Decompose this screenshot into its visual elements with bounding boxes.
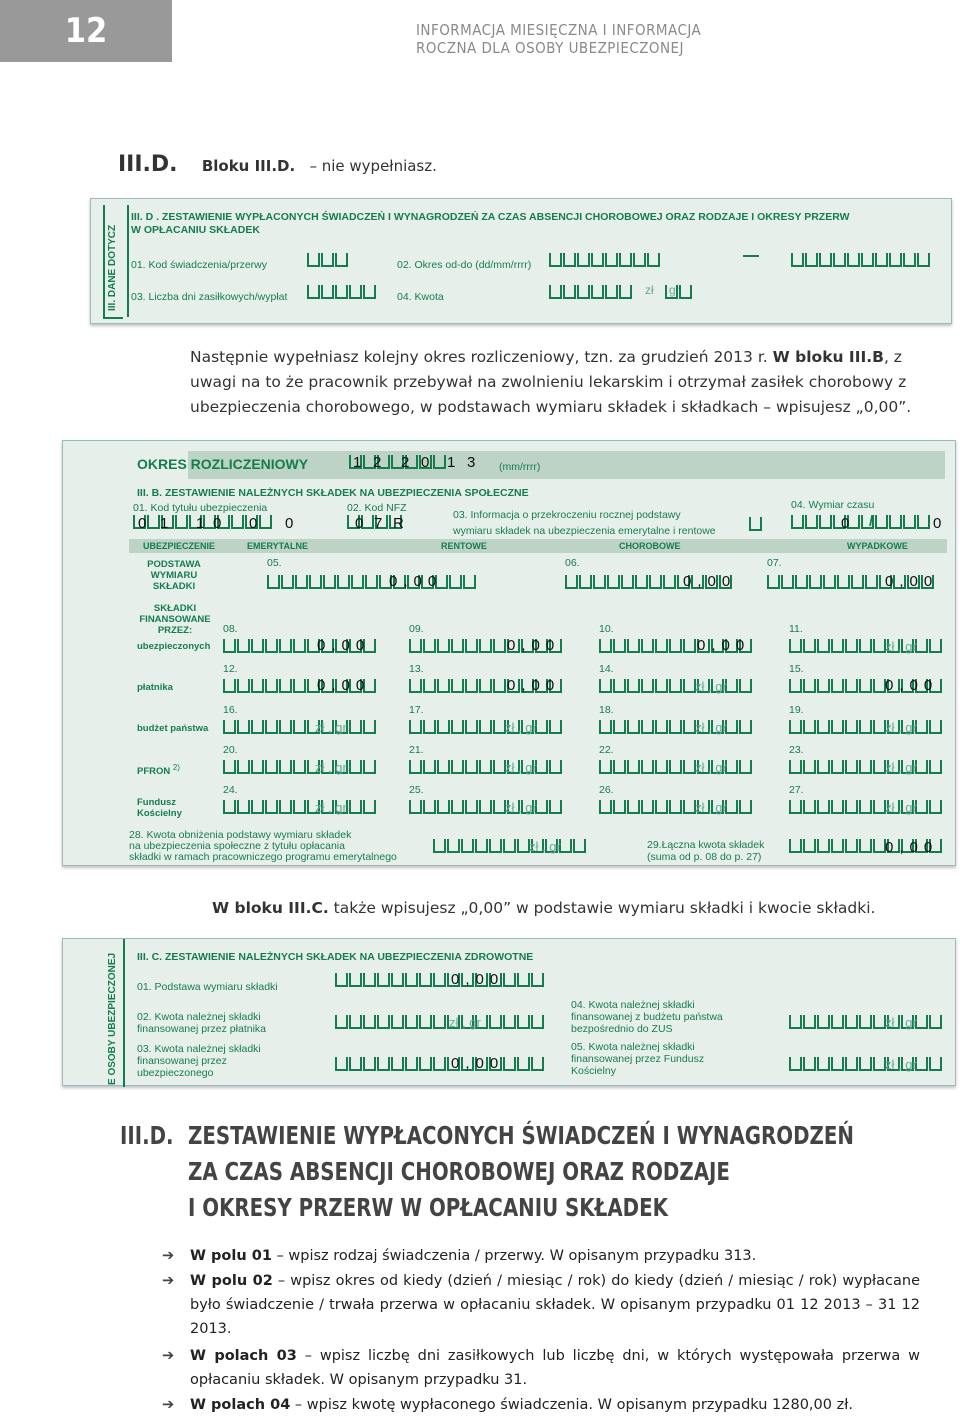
okres-d4: 1 <box>447 454 456 471</box>
form-iii-d <box>90 198 952 324</box>
gr-c05: gr <box>905 1057 917 1072</box>
zlgr-23: zł , gr <box>885 760 917 775</box>
num-23: 23. <box>789 744 804 756</box>
zlgr-28: zł , gr <box>529 839 561 854</box>
bullet-1 <box>162 1244 920 1268</box>
num-14: 14. <box>599 663 614 675</box>
zlgr-21: zł , gr <box>505 760 537 775</box>
gr-c04: gr <box>905 1015 917 1030</box>
zl-c04: zł <box>885 1015 895 1030</box>
zlgr-22: zł , gr <box>695 760 727 775</box>
zl-19: zł <box>885 720 895 735</box>
section-line1: ZESTAWIENIE WYPŁACONYCH ŚWIADCZEŃ I WYNAGRODZEŃ <box>188 1121 854 1150</box>
podstawa-emerytalne-val: 0,00 <box>389 573 443 590</box>
form-c-f01-boxes[interactable] <box>335 973 545 987</box>
val-12: 0,00 <box>317 677 371 694</box>
form-c-f03c: ubezpieczonego <box>137 1067 214 1079</box>
cell-28[interactable] <box>433 839 587 853</box>
form-d-field-02-from[interactable] <box>549 253 661 267</box>
cell-25[interactable] <box>409 800 563 814</box>
gr-23: gr <box>905 760 917 775</box>
okres-label: OKRES ROZLICZENIOWY <box>137 456 309 472</box>
bullet-4 <box>162 1393 920 1417</box>
gr-11: gr <box>905 639 917 654</box>
form-c-f05b: finansowanej przez Fundusz <box>571 1053 705 1065</box>
zl-26: zł <box>695 800 705 815</box>
cell-26[interactable] <box>599 800 753 814</box>
num-06: 06. <box>565 557 580 569</box>
form-b-f01-d5: 0 <box>285 515 294 532</box>
paragraph-2 <box>212 896 932 921</box>
page-header: INFORMACJA MIESIĘCZNA I INFORMACJA ROCZNA DLA OSOBY UBEZPIECZONEJ <box>416 21 702 57</box>
okres-d2: 2 <box>401 454 410 471</box>
gr-27: gr <box>905 800 917 815</box>
para1-bold: W bloku III.B <box>772 348 884 366</box>
form-d-field-04-gr[interactable] <box>665 285 693 299</box>
zlgr-c02: zł , gr <box>449 1015 481 1030</box>
num-15: 15. <box>789 663 804 675</box>
form-b-title: III. B. ZESTAWIENIE NALEŻNYCH SKŁADEK NA UBEZPIECZENIA SPOŁECZNE <box>137 487 529 499</box>
form-d-field-01-boxes[interactable] <box>307 253 349 267</box>
form-c-f04c: bezpośrednio do ZUS <box>571 1023 673 1035</box>
form-b-f01-d1: 1 <box>160 515 169 532</box>
form-d-side-label: III. DANE DOTYCZ <box>107 224 118 311</box>
zlgr-27: zł , gr <box>885 800 917 815</box>
gr-25: gr <box>525 800 537 815</box>
form-b-f01: 01. Kod tytułu ubezpieczenia <box>133 502 268 514</box>
form-b-f01-d0: 0 <box>138 515 147 532</box>
gr-17: gr <box>525 720 537 735</box>
form-c-f01: 01. Podstawa wymiaru składki <box>137 981 278 993</box>
gr-18: gr <box>715 720 727 735</box>
num-27: 27. <box>789 784 804 796</box>
zl-c05: zł <box>885 1057 895 1072</box>
bullet-2-text: – wpisz okres od kiedy (dzień / miesiąc / rok) do kiedy (dzień / miesiąc / rok) wypłacane było świadczenie / trwała przerwa w opłacaniu składek. W opisanym przypadku 01 12 2013 – 31 12 2013. <box>190 1273 921 1337</box>
okres-fmt: (mm/rrrr) <box>499 461 541 473</box>
form-b-f01-d2: 1 <box>196 515 205 532</box>
zlgr-18: zł , gr <box>695 720 727 735</box>
form-d-zl: zł <box>645 283 654 297</box>
form-d-title: III. D . ZESTAWIENIE WYPŁACONYCH ŚWIADCZEŃ I WYNAGRODZEŃ ZA CZAS ABSENCJI CHOROBOWEJ ORAZ RODZAJE I OKRESY PRZERW <box>131 211 850 223</box>
podstawa-chorobowe-val: 0,00 <box>683 573 737 590</box>
row-pfron-label: PFRON <box>137 766 171 778</box>
val-10: 0,00 <box>697 637 751 654</box>
zl-22: zł <box>695 760 705 775</box>
bullet-4-text: – wpisz kwotę wypłaconego świadczenia. W opisanym przypadku 1280,00 zł. <box>290 1397 853 1413</box>
form-d-gr: gr <box>669 283 680 297</box>
podstawa-emerytalne-boxes[interactable] <box>267 575 477 589</box>
form-c-f03a: 03. Kwota należnej składki <box>137 1043 261 1055</box>
row-pfron <box>137 763 180 777</box>
gr-28: gr <box>549 839 561 854</box>
zl-c02: zł <box>449 1015 459 1030</box>
num-21: 21. <box>409 744 424 756</box>
col-rentowe: RENTOWE <box>441 541 487 551</box>
zlgr-14: zł , gr <box>695 679 727 694</box>
num-19: 19. <box>789 704 804 716</box>
zlgr-c04: zł , gr <box>885 1015 917 1030</box>
num-18: 18. <box>599 704 614 716</box>
zlgr-24: zł , gr <box>315 800 347 815</box>
okres-d3: 0 <box>421 454 430 471</box>
para1-text2: , z uwagi na to że pracownik przebywał na zwolnieniu lekarskim i otrzymał zasiłek chorobowy z ubezpieczenia chorobowego, w podstawach wymiaru składek i składkach – wpisujesz „0,00”. <box>190 348 912 416</box>
gr-14: gr <box>715 679 727 694</box>
val-09: 0,00 <box>507 637 561 654</box>
f28c: składki w ramach pracowniczego programu emerytalnego <box>129 851 397 863</box>
bullet-1-bold: W polu 01 <box>190 1248 272 1264</box>
gr-20: gr <box>335 760 347 775</box>
form-c-f04-boxes[interactable] <box>789 1015 943 1029</box>
label-podstawa: PODSTAWA WYMIARU SKŁADKI <box>147 559 201 592</box>
okres-d1: 2 <box>373 454 382 471</box>
arrow-icon: ➔ <box>162 1397 175 1413</box>
section-line3: I OKRESY PRZERW W OPŁACANIU SKŁADEK <box>188 1193 668 1222</box>
zlgr-16: zł , gr <box>315 720 347 735</box>
zl-11: zł <box>885 639 895 654</box>
zl-17: zł <box>505 720 515 735</box>
zlgr-25: zł , gr <box>505 800 537 815</box>
cell-27[interactable] <box>789 800 943 814</box>
podstawa-wypadkowe-val: 0,00 <box>885 573 939 590</box>
arrow-icon: ➔ <box>162 1348 175 1364</box>
form-d-field-02-to[interactable] <box>791 253 931 267</box>
row-pfron-sup: 2) <box>172 763 180 772</box>
cell-20[interactable] <box>223 760 377 774</box>
val-13: 0,00 <box>507 677 561 694</box>
form-c-f05c: Kościelny <box>571 1065 616 1077</box>
zl-23: zł <box>885 760 895 775</box>
form-d-field-02: 02. Okres od-do (dd/mm/rrrr) <box>397 259 532 271</box>
form-b-f03a: 03. Informacja o przekroczeniu rocznej podstawy <box>453 509 681 521</box>
num-16: 16. <box>223 704 238 716</box>
num-13: 13. <box>409 663 424 675</box>
form-c-side-label: E OSOBY UBEZPIECZONEJ <box>107 952 118 1085</box>
zl-16: zł <box>315 720 325 735</box>
form-c-f03-boxes[interactable] <box>335 1057 545 1071</box>
okres-d5: 3 <box>467 454 476 471</box>
form-b-f02-d2: R <box>393 515 404 532</box>
form-d-field-01: 01. Kod świadczenia/przerwy <box>131 259 267 271</box>
cell-17[interactable] <box>409 720 563 734</box>
gr-21: gr <box>525 760 537 775</box>
page-number: 12 <box>0 0 172 62</box>
bullet-2 <box>162 1269 921 1341</box>
form-d-field-03: 03. Liczba dni zasiłkowych/wypłat <box>131 291 288 303</box>
bullet-3 <box>162 1344 920 1392</box>
form-b-f04-slash: / <box>869 513 874 530</box>
num-20: 20. <box>223 744 238 756</box>
intro-bold: Bloku III.D. <box>201 157 296 175</box>
form-c-f02a: 02. Kwota należnej składki <box>137 1011 261 1023</box>
label-skladki: SKŁADKI FINANSOWANE PRZEZ: <box>139 603 211 636</box>
gr-22: gr <box>715 760 727 775</box>
zl-28: zł <box>529 839 539 854</box>
form-b-f03b: wymiaru składek na ubezpieczenia emerytalne i rentowe <box>453 525 716 537</box>
f29b: (suma od p. 08 do p. 27) <box>647 851 762 863</box>
para2-rest: także wpisujesz „0,00” w podstawie wymiaru składki i kwocie składki. <box>328 899 876 917</box>
form-c-f01-val: 0,00 <box>451 971 505 988</box>
num-05: 05. <box>267 557 282 569</box>
num-26: 26. <box>599 784 614 796</box>
zl-25: zł <box>505 800 515 815</box>
form-c-f05-boxes[interactable] <box>789 1057 943 1071</box>
okres-d0: 1 <box>353 454 362 471</box>
form-b-f03-box[interactable] <box>749 517 763 531</box>
gr-24: gr <box>335 800 347 815</box>
zlgr-26: zł , gr <box>695 800 727 815</box>
row-platnika: płatnika <box>137 682 173 693</box>
zl-18: zł <box>695 720 705 735</box>
form-c-f04b: finansowanej z budżetu państwa <box>571 1011 723 1023</box>
form-b-f04-b: 0 <box>933 515 942 532</box>
form-d-field-04: 04. Kwota <box>397 291 444 303</box>
bullet-4-bold: W polach 04 <box>190 1397 291 1413</box>
cell-14[interactable] <box>599 679 753 693</box>
form-b-f02-d0: 0 <box>355 515 364 532</box>
f28a: 28. Kwota obniżenia podstawy wymiaru składek <box>129 829 352 841</box>
intro-rest: – nie wypełniasz. <box>309 157 437 175</box>
gr-16: gr <box>335 720 347 735</box>
zl-27: zł <box>885 800 895 815</box>
bullet-3-text: – wpisz liczbę dni zasiłkowych lub liczbę dni, w których występowała przerwa w opłacaniu składek. W opisanym przypadku 31. <box>190 1348 920 1388</box>
para1-text1: Następnie wypełniasz kolejny okres rozliczeniowy, tzn. za grudzień 2013 r. <box>190 348 768 366</box>
num-11: 11. <box>789 623 803 635</box>
bullet-2-bold: W polu 02 <box>190 1273 273 1289</box>
form-c-f04a: 04. Kwota należnej składki <box>571 999 695 1011</box>
arrow-icon: ➔ <box>162 1273 175 1289</box>
zlgr-c05: zł , gr <box>885 1057 917 1072</box>
gr-26: gr <box>715 800 727 815</box>
val-08: 0,00 <box>317 637 371 654</box>
paragraph-1 <box>190 345 930 420</box>
form-iii-b <box>62 440 956 866</box>
zl-20: zł <box>315 760 325 775</box>
bullet-3-bold: W polach 03 <box>190 1348 297 1364</box>
form-c-title: III. C. ZESTAWIENIE NALEŻNYCH SKŁADEK NA UBEZPIECZENIA ZDROWOTNE <box>137 951 534 963</box>
cell-11[interactable] <box>789 639 943 653</box>
form-c-f02-boxes[interactable] <box>335 1015 545 1029</box>
section-line2: ZA CZAS ABSENCJI CHOROBOWEJ ORAZ RODZAJE <box>188 1157 730 1186</box>
cell-18[interactable] <box>599 720 753 734</box>
num-22: 22. <box>599 744 614 756</box>
row-fundusz: Fundusz Kościelny <box>137 797 182 819</box>
num-25: 25. <box>409 784 424 796</box>
cell-21[interactable] <box>409 760 563 774</box>
row-ubezpieczonych: ubezpieczonych <box>137 641 211 652</box>
cell-23[interactable] <box>789 760 943 774</box>
f28b: na ubezpieczenia społeczne z tytułu opłacania <box>129 840 345 852</box>
num-07: 07. <box>767 557 782 569</box>
form-d-title2: W OPŁACANIU SKŁADEK <box>131 224 260 236</box>
zl-24: zł <box>315 800 325 815</box>
form-c-f05a: 05. Kwota należnej składki <box>571 1041 695 1053</box>
cell-16[interactable] <box>223 720 377 734</box>
form-b-f01-d4: 0 <box>249 515 258 532</box>
gr-c02: gr <box>469 1015 481 1030</box>
num-09: 09. <box>409 623 424 635</box>
cell-24[interactable] <box>223 800 377 814</box>
col-wypadkowe: WYPADKOWE <box>847 541 908 551</box>
form-c-f03-val: 0,00 <box>451 1055 505 1072</box>
form-b-f04: 04. Wymiar czasu <box>791 499 875 511</box>
num-10: 10. <box>599 623 614 635</box>
section-code: III.D. <box>120 1121 174 1150</box>
val-29: 0,00 <box>885 839 939 856</box>
val-15: 0,00 <box>885 677 939 694</box>
intro-code: III.D. <box>118 152 178 177</box>
form-b-f02-d1: 7 <box>374 515 383 532</box>
form-c-f02b: finansowanej przez płatnika <box>137 1023 266 1035</box>
col-chorobowe: CHOROBOWE <box>619 541 681 551</box>
zlgr-11: zł , gr <box>885 639 917 654</box>
okres-boxes[interactable] <box>349 455 447 469</box>
cell-19[interactable] <box>789 720 943 734</box>
form-d-field-04-boxes[interactable] <box>549 285 633 299</box>
num-08: 08. <box>223 623 238 635</box>
row-budzet: budżet państwa <box>137 723 209 734</box>
intro-line <box>118 152 437 177</box>
gr-19: gr <box>905 720 917 735</box>
f29a: 29.Łączna kwota składek <box>647 839 765 851</box>
zlgr-19: zł , gr <box>885 720 917 735</box>
form-b-f01-d3: 0 <box>213 515 222 532</box>
num-12: 12. <box>223 663 238 675</box>
form-b-f04-boxes[interactable] <box>791 515 931 529</box>
form-d-field-03-boxes[interactable] <box>307 285 377 299</box>
cell-22[interactable] <box>599 760 753 774</box>
form-b-f04-a: 0 <box>841 515 850 532</box>
num-24: 24. <box>223 784 238 796</box>
bullet-1-text: – wpisz rodzaj świadczenia / przerwy. W opisanym przypadku 313. <box>271 1248 757 1264</box>
col-emerytalne: EMERYTALNE <box>247 541 309 551</box>
zl-14: zł <box>695 679 705 694</box>
zl-21: zł <box>505 760 515 775</box>
para2-bold: W bloku III.C. <box>212 899 329 917</box>
zlgr-20: zł , gr <box>315 760 347 775</box>
arrow-icon: ➔ <box>162 1248 175 1264</box>
form-b-f02: 02. Kod NFZ <box>347 502 407 514</box>
zlgr-17: zł , gr <box>505 720 537 735</box>
form-c-f03b: finansowanej przez <box>137 1055 227 1067</box>
col-ubezpieczenie: UBEZPIECZENIE <box>143 541 216 551</box>
num-17: 17. <box>409 704 424 716</box>
form-iii-c <box>62 938 956 1086</box>
